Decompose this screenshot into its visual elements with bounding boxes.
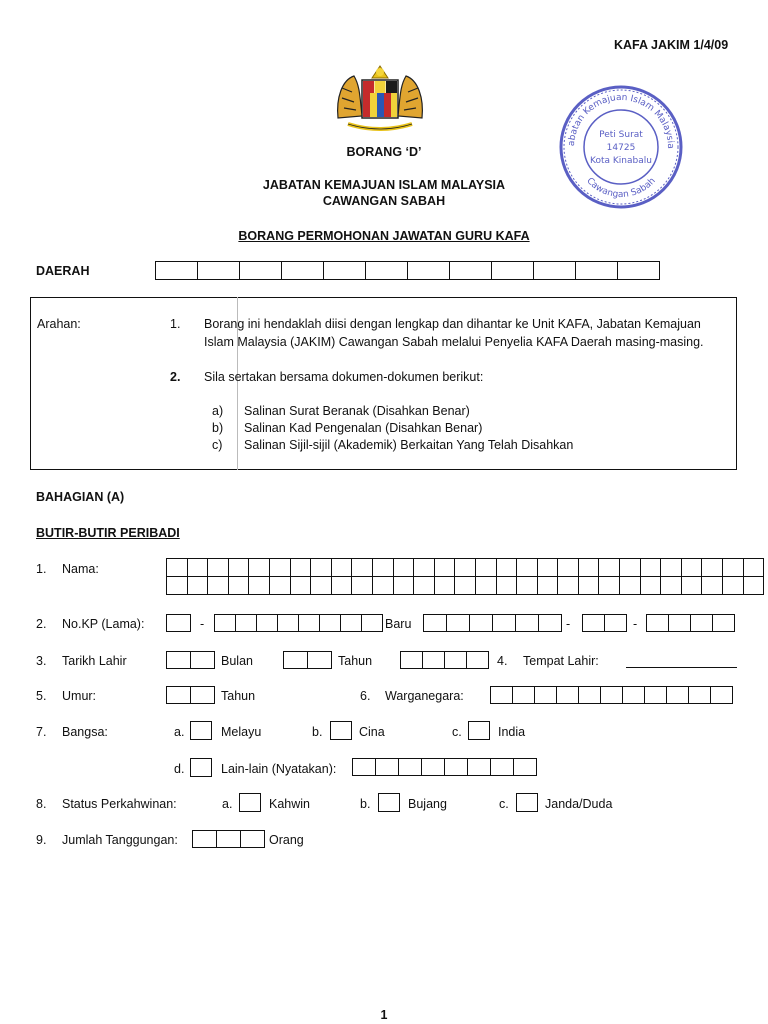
stamp-ring-top-text: abatan Kemajuan Islam Malaysia [566,92,676,149]
coat-of-arms-emblem [330,58,430,138]
bangsa-lain-label: Lain-lain (Nyatakan): [221,762,337,776]
bangsa-cina-label: Cina [359,725,385,739]
page-number: 1 [380,1008,388,1022]
bangsa-lain-checkbox[interactable] [190,758,212,777]
form-title: BORANG PERMOHONAN JAWATAN GURU KAFA [238,229,530,243]
tarikh-lahir-year-boxes[interactable] [400,651,489,669]
q8-number: 8. [36,797,47,811]
jumlah-tanggungan-label: Jumlah Tanggungan: [62,833,178,847]
jumlah-tanggungan-boxes[interactable] [192,830,265,848]
warganegara-boxes[interactable] [490,686,733,704]
umur-boxes[interactable] [166,686,215,704]
q3-number: 3. [36,654,47,668]
q4-number: 4. [497,654,508,668]
doc-b-text: Salinan Kad Pengenalan (Disahkan Benar) [244,421,483,435]
doc-b-mark: b) [212,421,224,435]
tempat-lahir-label: Tempat Lahir: [523,654,599,668]
form-reference-code: KAFA JAKIM 1/4/09 [614,38,729,52]
tempat-lahir-line[interactable] [626,667,737,668]
kp-baru-part1-boxes[interactable] [423,614,562,632]
kp-lama-dash: - [200,617,205,631]
bangsa-b-mark: b. [312,725,323,739]
instruction-2-number: 2. [170,370,181,384]
bangsa-india-label: India [498,725,526,739]
instruction-1-line-1: Borang ini hendaklah diisi dengan lengkap dan dihantar ke Unit KAFA, Jabatan Kemajuan [204,317,701,331]
bangsa-label: Bangsa: [62,725,108,739]
status-a-mark: a. [222,797,233,811]
status-bujang-checkbox[interactable] [378,793,400,812]
q1-number: 1. [36,562,47,576]
kp-baru-label: Baru [385,617,412,631]
q2-number: 2. [36,617,47,631]
stamp-line-2: 14725 [606,143,636,153]
warganegara-label: Warganegara: [385,689,464,703]
umur-label: Umur: [62,689,97,703]
bangsa-cina-checkbox[interactable] [330,721,352,740]
stamp-ring-bottom-text: Cawangan Sabah [584,176,658,201]
umur-tahun-label: Tahun [221,689,256,703]
status-kahwin-checkbox[interactable] [239,793,261,812]
status-bujang-label: Bujang [408,797,447,811]
no-kp-lama-label: No.KP (Lama): [62,617,145,631]
tarikh-lahir-label: Tarikh Lahir [62,654,127,668]
status-b-mark: b. [360,797,371,811]
status-janda-duda-label: Janda/Duda [545,797,613,811]
bangsa-melayu-checkbox[interactable] [190,721,212,740]
instruction-1-line-2: Islam Malaysia (JAKIM) Cawangan Sabah melalui Penyelia KAFA Daerah masing-masing. [204,335,704,349]
nama-label: Nama: [62,562,99,576]
doc-c-text: Salinan Sijil-sijil (Akademik) Berkaitan Yang Telah Disahkan [244,438,574,452]
instructions-label: Arahan: [37,317,81,331]
kp-lama-number-boxes[interactable] [214,614,383,632]
bangsa-d-mark: d. [174,762,185,776]
stamp-line-3: Kota Kinabalu [590,156,652,166]
bangsa-india-checkbox[interactable] [468,721,490,740]
q9-number: 9. [36,833,47,847]
svg-text:Cawangan Sabah [584,176,657,200]
kp-baru-dash-2: - [633,617,638,631]
status-c-mark: c. [499,797,509,811]
tanggungan-unit-label: Orang [269,833,304,847]
instruction-1-number: 1. [170,317,181,331]
nama-input-grid[interactable] [166,558,764,595]
tahun-label: Tahun [338,654,373,668]
q5-number: 5. [36,689,47,703]
bangsa-lain-boxes[interactable] [352,758,537,776]
bangsa-a-mark: a. [174,725,185,739]
doc-a-text: Salinan Surat Beranak (Disahkan Benar) [244,404,470,418]
doc-c-mark: c) [212,438,223,452]
section-title: BAHAGIAN (A) [36,490,125,504]
department-branch: CAWANGAN SABAH [322,194,446,208]
kp-lama-prefix-box[interactable] [166,614,191,632]
q7-number: 7. [36,725,47,739]
department-name: JABATAN KEMAJUAN ISLAM MALAYSIA [262,178,506,192]
status-kahwin-label: Kahwin [269,797,310,811]
section-subtitle: BUTIR-BUTIR PERIBADI [36,526,180,540]
bangsa-melayu-label: Melayu [221,725,262,739]
daerah-input-boxes[interactable] [155,261,660,280]
instruction-2-text: Sila sertakan bersama dokumen-dokumen berikut: [204,370,484,384]
tarikh-lahir-day-boxes[interactable] [166,651,215,669]
kp-baru-dash-1: - [566,617,571,631]
status-janda-duda-checkbox[interactable] [516,793,538,812]
official-stamp-seal [556,82,686,212]
bulan-label: Bulan [221,654,253,668]
stamp-line-1: Peti Surat [599,130,643,140]
daerah-label: DAERAH [36,264,90,278]
bangsa-c-mark: c. [452,725,462,739]
kp-baru-part2-boxes[interactable] [582,614,627,632]
q6-number: 6. [360,689,371,703]
status-perkahwinan-label: Status Perkahwinan: [62,797,177,811]
kp-baru-part3-boxes[interactable] [646,614,735,632]
form-label: BORANG ‘D’ [346,145,422,159]
doc-a-mark: a) [212,404,224,418]
tarikh-lahir-month-boxes[interactable] [283,651,332,669]
